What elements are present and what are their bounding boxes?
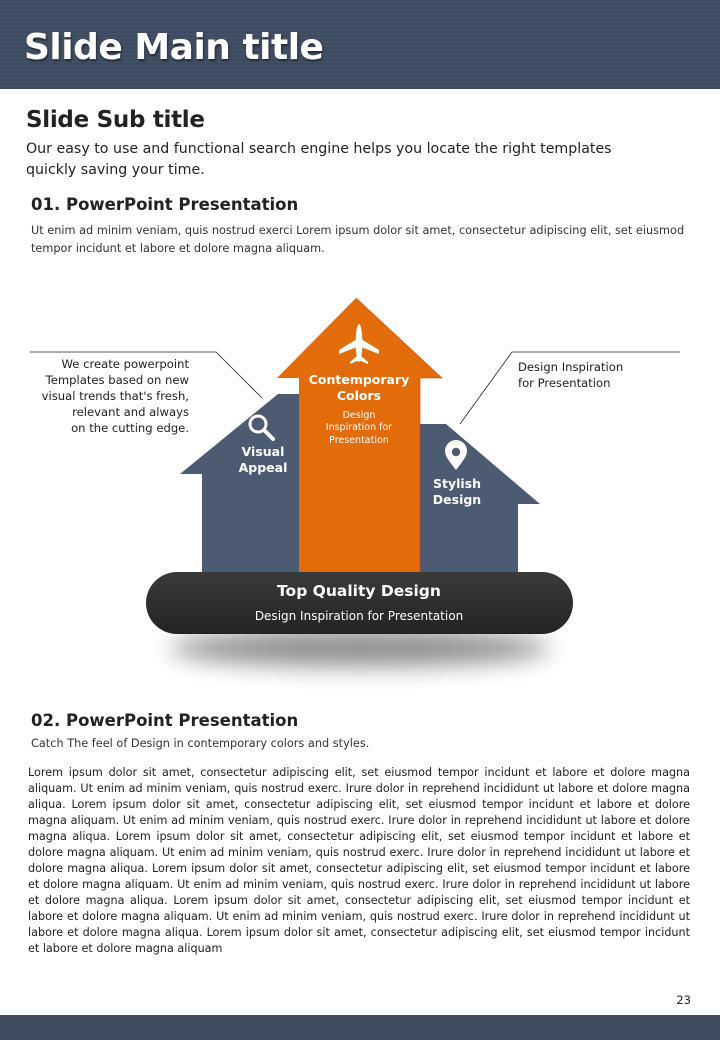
section2-text: Catch The feel of Design in contemporary colors and styles.: [31, 737, 370, 750]
base-title: Top Quality Design: [277, 582, 441, 600]
right-arrow-label-1: Stylish: [432, 476, 482, 491]
section1-title: 01. PowerPoint Presentation: [31, 195, 299, 214]
footer-bar: [0, 1015, 720, 1040]
left-callout-line-4: relevant and always: [72, 405, 189, 419]
left-callout-line-2: Templates based on new: [45, 373, 189, 387]
right-arrow-label-2: Design: [432, 492, 482, 507]
center-arrow-label-2: Colors: [336, 388, 382, 403]
left-arrow-label-2: Appeal: [238, 460, 288, 475]
center-arrow-sub-1: Design: [342, 410, 376, 421]
arrows-diagram: [0, 290, 720, 700]
intro-text: Our easy to use and functional search engine helps you locate the right templates quickly saving your time.: [26, 141, 612, 178]
left-callout-line-5: on the cutting edge.: [71, 421, 189, 435]
section2-title: 02. PowerPoint Presentation: [31, 711, 299, 730]
base-shadow: [170, 630, 550, 666]
center-arrow-sub-2: Inspiration for: [325, 422, 393, 433]
left-callout-line-3: visual trends that's fresh,: [41, 389, 189, 403]
page-number: 23: [676, 993, 691, 1007]
right-callout-line-1: Design Inspiration: [518, 360, 624, 374]
slide-subtitle: Slide Sub title: [26, 107, 205, 133]
center-arrow-label-1: Contemporary: [308, 372, 410, 387]
left-arrow: [180, 394, 300, 580]
page-title: Slide Main title: [24, 27, 324, 68]
left-arrow-label-1: Visual: [241, 444, 285, 459]
body-paragraph: Lorem ipsum dolor sit amet, consectetur adipiscing elit, set eiusmod tempor incidunt et labore et dolore magna aliquam. Ut enim ad minim veniam, quis nostrud exerc. Irure dolor in reprehend incididunt ut labore et dolore magna aliqua. Lorem ipsum dolor sit amet, consectetur adipiscing elit, set eiusmod tempor incidunt et labore et dolore magna aliquam. Ut enim ad minim veniam, quis nostrud exerc. Irure dolor in reprehend incididunt ut labore et dolore magna aliqua. Lorem ipsum dolor sit amet, consectetur adipiscing elit, set eiusmod tempor incidunt et labore et dolore magna aliquam. Ut enim ad minim veniam, quis nostrud exerc. Irure dolor in reprehend incididunt ut labore et dolore magna aliqua. Lorem ipsum dolor sit amet, consectetur adipiscing elit, set eiusmod tempor incidunt et labore et dolore magna aliquam. Ut enim ad minim veniam, quis nostrud exerc. Irure dolor in reprehend incididunt ut labore et dolore magna aliqua. Lorem ipsum dolor sit amet, consectetur adipiscing elit, set eiusmod tempor incidunt et labore et dolore magna aliquam. Ut enim ad minim veniam, quis nostrud exerc. Irure dolor in reprehend incididunt ut labore et dolore magna aliqua. Lorem ipsum dolor sit amet, consectetur adipiscing elit, set eiusmod tempor incidunt et labore et dolore magna aliquam: [28, 766, 690, 955]
right-callout-line-2: for Presentation: [518, 376, 611, 390]
section1-text: Ut enim ad minim veniam, quis nostrud exerci Lorem ipsum dolor sit amet, consectetur adipiscing elit, set eiusmod tempor incidunt et labore et dolore magna aliquam.: [31, 224, 685, 255]
base-subtitle: Design Inspiration for Presentation: [254, 609, 464, 623]
center-arrow-sub-3: Presentation: [329, 435, 389, 446]
header-bar: [0, 0, 720, 89]
left-callout-line-1: We create powerpoint: [61, 357, 189, 371]
